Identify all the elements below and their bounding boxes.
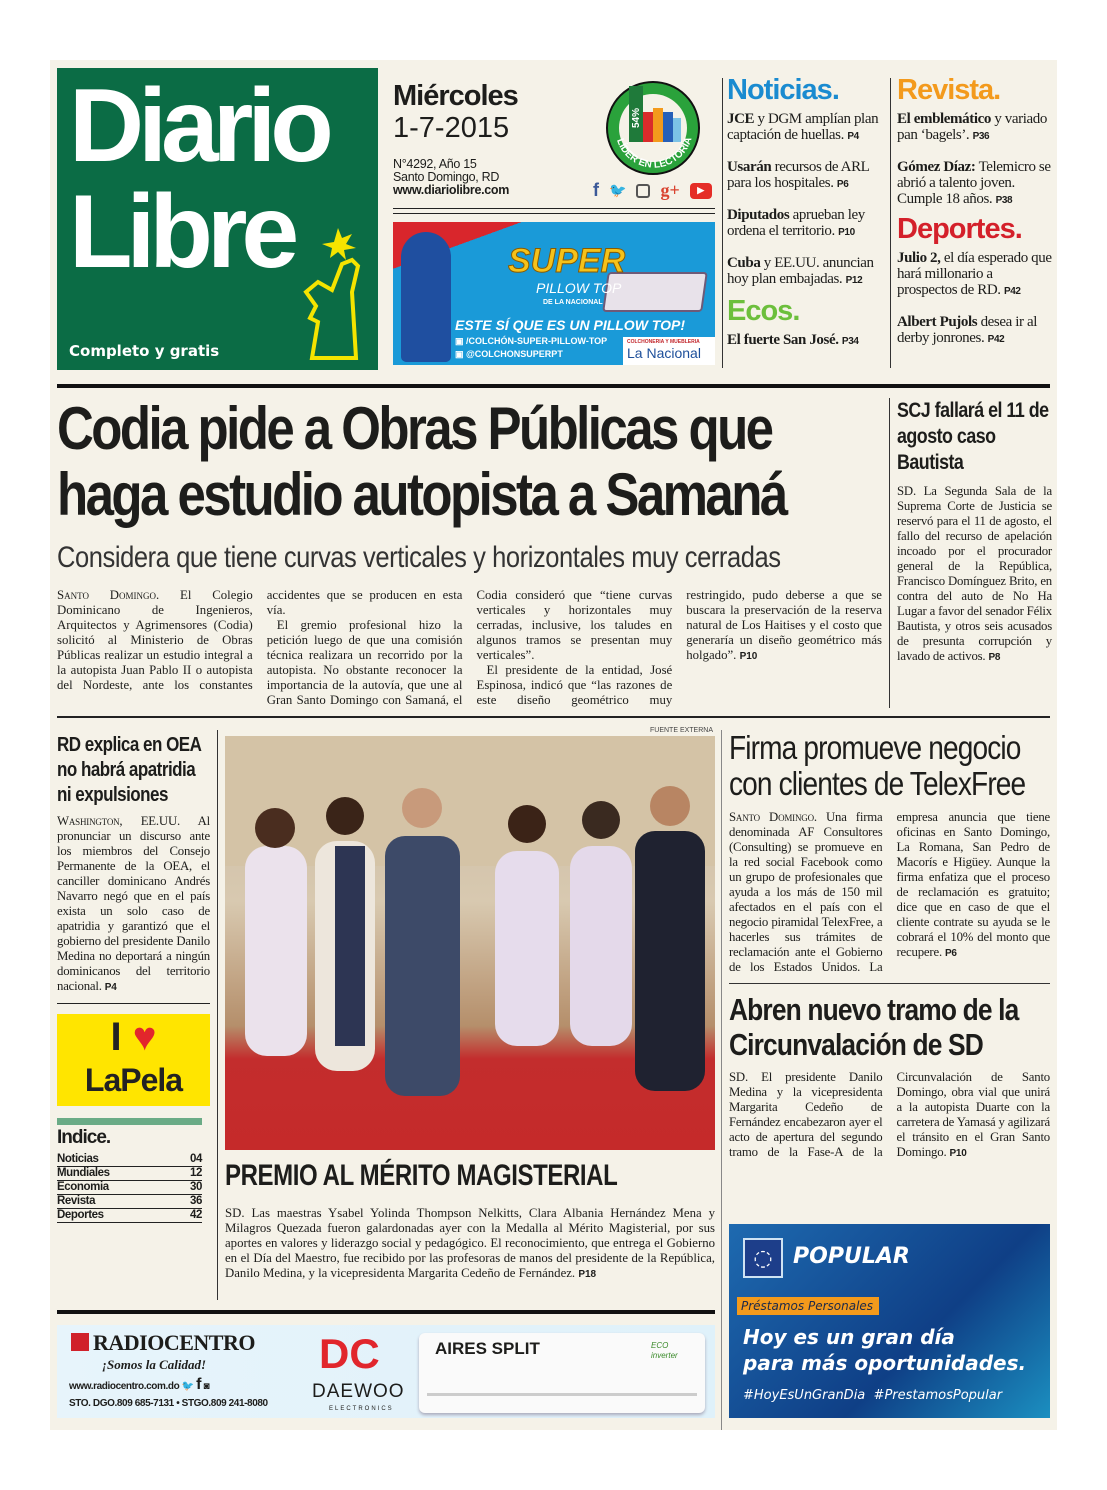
- brief-text: desea ir al derby jonrones.: [897, 314, 1037, 346]
- dateline: SD.: [729, 1070, 748, 1084]
- telexfree-headline[interactable]: Firma promueve negocio con clientes de TelexFree: [729, 729, 1026, 802]
- brief-lead: Albert Pujols: [897, 314, 978, 330]
- index-row[interactable]: [57, 1153, 202, 1167]
- divider: [729, 983, 1050, 984]
- edition-weekday: Miércoles: [393, 80, 518, 112]
- brief-lead: El emblemático: [897, 111, 991, 127]
- photo-people: [225, 736, 715, 1150]
- ad-store: [623, 337, 715, 365]
- photo-credit: FUENTE EXTERNA: [650, 727, 714, 734]
- deportes-title: Deportes.: [897, 213, 1022, 245]
- edition-number: N°4292, Año 15: [393, 157, 477, 171]
- revista-title: Revista.: [897, 74, 1001, 106]
- divider: [57, 1310, 715, 1314]
- lead-paragraph: El presidente de la entidad, José Espinosa, indicó que “las razones de este diseño geométrico muy restringido, pudo deberse a que se buscara la preservación de la reserva natural de Los Haitises y el costo que generaría un diseño geométrico más holgado”.: [476, 588, 882, 707]
- index-row[interactable]: [57, 1209, 202, 1223]
- popular-headline: [743, 1324, 1026, 1376]
- hashtag: #PrestamosPopular: [873, 1388, 1003, 1403]
- index-page: 42: [190, 1209, 202, 1221]
- brief-item[interactable]: [727, 159, 887, 193]
- index-page: 12: [190, 1167, 202, 1179]
- page-ref: P6: [944, 948, 957, 959]
- photo-caption: [225, 1206, 715, 1282]
- radiocentro-brand: RADIOCENTRO: [93, 1330, 255, 1355]
- badge-percent: 54%: [631, 107, 642, 128]
- divider: [57, 384, 1050, 388]
- page-ref: P10: [949, 1148, 967, 1159]
- heart-icon: ♥: [132, 1015, 157, 1059]
- dateline: SD.: [897, 484, 916, 498]
- popular-brand: POPULAR: [793, 1244, 910, 1269]
- daewoo-sub: ELECTRONICS: [329, 1406, 394, 1412]
- brief-text: y EE.UU. anuncian hoy plan embajadas.: [727, 255, 874, 287]
- index-page: 36: [190, 1195, 202, 1207]
- ad-title: SUPER: [508, 242, 626, 280]
- vent-line: [427, 1393, 697, 1396]
- brief-text: el día esperado que hará millonario a prospectos de RD.: [897, 250, 1052, 298]
- circunvalacion-headline[interactable]: Abren nuevo tramo de la Circunvalación de SD: [729, 992, 1019, 1062]
- divider: [721, 730, 722, 1430]
- superhero-illustration: [401, 232, 451, 362]
- telexfree-story: [729, 730, 1050, 975]
- circunvalacion-body: El presidente Danilo Medina y la vicepresidenta Margarita Cedeño de Fernández encabezaron ayer el acto de apertura del segundo tramo de la Fase-A de la Circunvalación de Santo Domingo, obra vial que unirá a la autopista Duarte con la carretera de Yamasá y agilizará el tránsito en el Gran Santo Domingo.: [729, 1070, 1050, 1159]
- oea-body: Al pronunciar un discurso ante los miembros del Consejo Permanente de la OEA, el canciller dominicano Andrés Navarro negó que en el país exista un solo caso de apatridia y garantizó que el gobierno del presidente Danilo Medina no deportará a ningún dominicanos del territorio nacional.: [57, 814, 210, 993]
- index-label: Deportes: [57, 1209, 104, 1221]
- ad-super-pillow-top[interactable]: [393, 222, 715, 365]
- scj-headline[interactable]: SCJ fallará el 11 de agosto caso Bautista: [897, 399, 1049, 474]
- telexfree-body: Una firma denominada AF Consultores (Consulting) se promueve en la red social Facebook como un grupo de profesionales que ayuda a los más de 150 mil afectados en el país con el negocio piramidal TelexFree, a hacerles sus trámites de reclamación ante el Gobierno de los Estados Unidos. La empresa anuncia que tiene oficinas en Santo Domingo, La Romana, San Pedro de Macorís e Higüey. Aunque la firma enfatiza que el proceso de reclamación es gratuito; dice que en caso de que el cliente contrate su ayuda se le cobrará el 10% del monto que recupere.: [729, 810, 1050, 974]
- dateline: Santo Domingo.: [57, 588, 160, 602]
- page-ref: P10: [838, 227, 855, 238]
- left-column: [57, 733, 210, 1223]
- brief-lead: Gómez Díaz:: [897, 159, 976, 175]
- page-ref: P42: [987, 334, 1005, 345]
- ad-twitter-text: @COLCHONSUPERPT: [466, 349, 563, 359]
- divider: [57, 716, 1050, 718]
- index-label: Mundiales: [57, 1167, 110, 1179]
- brief-lead: JCE: [727, 111, 755, 127]
- youtube-icon[interactable]: ▶: [690, 183, 712, 199]
- page-ref: P4: [847, 131, 859, 142]
- oea-story: [57, 733, 210, 995]
- right-column: [729, 730, 1050, 1161]
- lapela-i: I: [110, 1015, 122, 1059]
- popular-line2: para más oportunidades.: [743, 1351, 1027, 1375]
- dateline: Washington, EE.UU.: [57, 814, 181, 828]
- page-ref: P38: [995, 195, 1013, 206]
- lead-deck: Considera que tiene curvas verticales y horizontales muy cerradas: [57, 541, 781, 574]
- brief-item[interactable]: [727, 255, 887, 289]
- circunvalacion-story: [729, 992, 1050, 1161]
- lead-headline[interactable]: Codia pide a Obras Públicas que haga estudio autopista a Samaná: [57, 395, 786, 528]
- brief-item[interactable]: [897, 250, 1055, 300]
- divider: [890, 78, 891, 368]
- ad-subtitle: PILLOW TOP: [536, 280, 622, 296]
- google-plus-icon[interactable]: g+: [660, 180, 680, 200]
- edition-meta: [393, 158, 509, 197]
- page-ref: P18: [578, 1269, 597, 1280]
- index-row[interactable]: [57, 1181, 202, 1195]
- index-title: Indice.: [57, 1127, 111, 1148]
- lead-body: [57, 588, 882, 708]
- page-ref: P34: [841, 336, 859, 347]
- photo-headline[interactable]: PREMIO AL MÉRITO MAGISTERIAL: [225, 1159, 618, 1192]
- ad-lapela[interactable]: [57, 1014, 210, 1106]
- brief-lead: Diputados: [727, 207, 790, 223]
- oea-headline[interactable]: RD explica en OEA no habrá apatridia ni expulsiones: [57, 734, 201, 806]
- page-ref: P8: [988, 652, 1001, 663]
- ad-slogan: ESTE SÍ QUE ES UN PILLOW TOP!: [455, 317, 685, 333]
- index-label: Revista: [57, 1195, 96, 1207]
- brief-item[interactable]: [727, 207, 887, 241]
- lapela-line2: LaPela: [84, 1062, 183, 1098]
- popular-hashtags: [743, 1388, 1002, 1404]
- brief-item[interactable]: [727, 332, 887, 350]
- radiocentro-logo-icon: [71, 1333, 89, 1351]
- dateline: SD.: [225, 1206, 245, 1220]
- ad-store-small: COLCHONERIA Y MUEBLERIA: [627, 339, 700, 345]
- divider: [393, 208, 715, 214]
- page-ref: P4: [104, 982, 117, 993]
- brief-item[interactable]: [897, 159, 1055, 209]
- brief-text: Telemicro se abrió a talento joven. Cumple 18 años.: [897, 159, 1051, 207]
- divider: [722, 78, 723, 368]
- badge-label: LÍDER EN LECTORÍA: [614, 135, 695, 171]
- popular-logo-icon: ◌: [743, 1238, 783, 1278]
- masthead-logo: [57, 68, 378, 370]
- page-ref: P6: [836, 179, 849, 190]
- readership-badge: [603, 78, 703, 183]
- radiocentro-phones: STO. DGO.809 685-7131 • STGO.809 241-8080: [69, 1398, 268, 1409]
- masthead-slogan: Completo y gratis: [69, 342, 220, 360]
- ad-store-name: La Nacional: [627, 345, 701, 361]
- page-ref: P42: [1003, 286, 1021, 297]
- radiocentro-slogan: ¡Somos la Calidad!: [102, 1357, 207, 1372]
- product-name: AIRES SPLIT: [435, 1339, 540, 1358]
- scj-story: [897, 398, 1052, 665]
- facebook-icon: f: [196, 1376, 202, 1393]
- daewoo-brand: DAEWOO: [312, 1381, 405, 1402]
- divider: [889, 398, 890, 708]
- index-row[interactable]: [57, 1167, 202, 1181]
- ad-facebook: [455, 336, 607, 347]
- masthead-title-line2: Libre: [69, 174, 294, 290]
- brief-item[interactable]: [897, 314, 1055, 348]
- index-row[interactable]: [57, 1195, 202, 1209]
- radiocentro-web: [69, 1376, 209, 1396]
- ad-radiocentro-daewoo[interactable]: [57, 1325, 715, 1418]
- brief-lead: Cuba: [727, 255, 761, 271]
- edition-date: 1-7-2015: [393, 112, 510, 144]
- brief-lead: Usarán: [727, 159, 772, 175]
- revista-section: [897, 76, 1055, 362]
- popular-line1: Hoy es un gran día: [743, 1325, 955, 1349]
- social-links: [593, 180, 712, 201]
- brief-lead: Julio 2,: [897, 250, 941, 266]
- noticias-section: [727, 76, 887, 364]
- edition-city: Santo Domingo, RD: [393, 170, 500, 184]
- instagram-icon[interactable]: [636, 184, 650, 198]
- masthead-title-line1: Diario: [69, 68, 328, 184]
- page-ref: P10: [739, 651, 758, 662]
- noticias-title: Noticias.: [727, 74, 839, 106]
- index-page: 04: [190, 1153, 202, 1165]
- facebook-icon[interactable]: f: [593, 180, 599, 200]
- air-conditioner-image: [419, 1333, 705, 1413]
- popular-tag: Préstamos Personales: [737, 1297, 879, 1315]
- ad-tag: DE LA NACIONAL: [543, 299, 603, 306]
- eco-label: ECO inverter: [651, 1341, 678, 1360]
- lapela-line1: [57, 1014, 210, 1060]
- facebook-icon: ▣: [455, 336, 464, 346]
- ad-twitter: [455, 349, 563, 360]
- divider: [57, 1003, 210, 1004]
- twitter-icon: 🐦: [181, 1381, 194, 1392]
- instagram-icon: ◙: [203, 1381, 210, 1392]
- mascot-icon: [292, 222, 372, 362]
- brief-lead: El fuerte San José.: [727, 332, 839, 348]
- ecos-title: Ecos.: [727, 295, 800, 327]
- twitter-icon: ▣: [455, 349, 464, 359]
- page-ref: P12: [845, 275, 863, 286]
- brief-text: y variado pan ‘bagels’.: [897, 111, 1047, 143]
- brief-item[interactable]: [897, 111, 1055, 145]
- ad-facebook-text: /COLCHÓN-SUPER-PILLOW-TOP: [466, 336, 608, 346]
- photo-award-ceremony[interactable]: [225, 736, 715, 1150]
- radiocentro-website: www.radiocentro.com.do: [69, 1381, 180, 1392]
- brief-item[interactable]: [727, 111, 887, 145]
- twitter-icon[interactable]: 🐦: [609, 182, 627, 198]
- brief-text: recursos de ARL para los hospitales.: [727, 159, 869, 191]
- brief-text: y DGM amplían plan captación de huellas.: [727, 111, 879, 143]
- index-box: [57, 1118, 202, 1223]
- index-bar: [57, 1118, 202, 1125]
- index-page: 30: [190, 1181, 202, 1193]
- dateline: Santo Domingo.: [729, 810, 817, 824]
- daewoo-logo-icon: DC: [319, 1330, 380, 1377]
- ad-banco-popular[interactable]: [729, 1224, 1050, 1418]
- lead-paragraph: El Colegio Dominicano de Ingenieros, Arquitectos y Agrimensores (Codia) solicitó al Ministerio de Obras Públicas realizar un estudio integral a la autopista Juan Pablo II o autopista del Nordeste, ante los constantes accidentes que se producen en esta vía.: [57, 588, 463, 692]
- page-ref: P36: [972, 131, 990, 142]
- website-link[interactable]: www.diariolibre.com: [393, 183, 510, 197]
- index-label: Economia: [57, 1181, 109, 1193]
- index-label: Noticias: [57, 1153, 99, 1165]
- divider: [217, 730, 218, 1300]
- lead-paragraph: El gremio profesional hizo la petición luego de que una comisión técnica realizara un recorrido por la autopista. No obstante reconocer la importancia de la autovía, que une al Gran Santo Domingo con Samaná, el Codia consideró que “tiene curvas verticales y horizontales muy cerradas, inclusive, los taludes en algunos tramos se presentan muy verticales”.: [266, 588, 673, 707]
- brief-text: aprueban ley ordena el territorio.: [727, 207, 865, 239]
- hashtag: #HoyEsUnGranDia: [743, 1388, 866, 1403]
- scj-body: La Segunda Sala de la Suprema Corte de Justicia se reservó para el 11 de agosto, el fallo del recurso de apelación incoado por el procurador general de la República, Francisco Domínguez Brito, en contra del auto de No Ha Lugar a favor del senador Félix Bautista, y otros seis acusados de presunta corrupción y lavado de activos.: [897, 484, 1052, 663]
- photo-caption-text: Las maestras Ysabel Yolinda Thompson Nelkitts, Clara Albania Hernández Mena y Milagros Quezada fueron galardonadas ayer con la Medalla al Mérito Magisterial, por sus aportes en valores y liderazgo social y pedagógico. El reconocimiento, que entrega el Gobierno en el Día del Maestro, fue recibido por las profesoras de manos del presidente de la República, Danilo Medina, y la vicepresidenta Margarita Cedeño de Fernández.: [225, 1206, 715, 1280]
